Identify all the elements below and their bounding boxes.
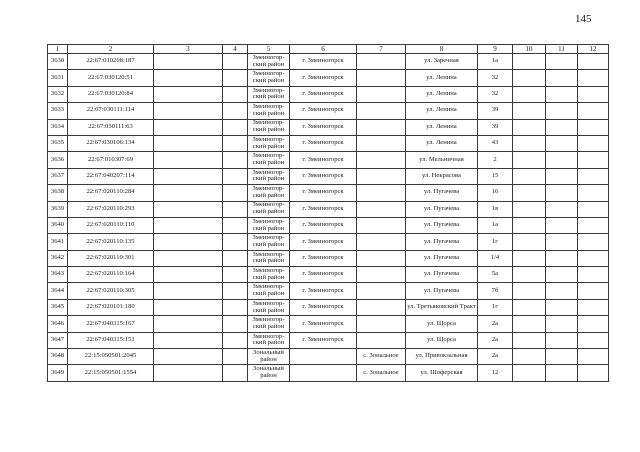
column-4-cell bbox=[223, 267, 248, 283]
district-cell: Зональный район bbox=[248, 349, 290, 365]
column-10-cell bbox=[513, 119, 546, 135]
village-cell bbox=[357, 332, 406, 348]
column-12-cell bbox=[578, 103, 609, 119]
column-number-row bbox=[48, 45, 609, 54]
city-cell: г. Змеиногорск bbox=[290, 267, 357, 283]
village-cell bbox=[357, 135, 406, 151]
column-4-cell bbox=[223, 86, 248, 102]
street-cell: ул. Привокзальная bbox=[406, 349, 478, 365]
cadastral-number-cell: 22:15:050501:2045 bbox=[68, 349, 154, 365]
city-cell: г. Змеиногорск bbox=[290, 54, 357, 70]
house-number-cell: 43 bbox=[478, 135, 513, 151]
city-cell: г. Змеиногорск bbox=[290, 135, 357, 151]
column-3-cell bbox=[154, 250, 223, 266]
city-cell: г. Змеиногорск bbox=[290, 201, 357, 217]
cadastral-number-cell: 22:67:040315:151 bbox=[68, 332, 154, 348]
column-4-cell bbox=[223, 316, 248, 332]
column-10-cell bbox=[513, 86, 546, 102]
row-number-cell: 3642 bbox=[48, 250, 68, 266]
column-3-cell bbox=[154, 119, 223, 135]
column-header-8: 8 bbox=[406, 45, 478, 54]
street-cell: ул. Некрасова bbox=[406, 168, 478, 184]
column-12-cell bbox=[578, 168, 609, 184]
row-number-cell: 3644 bbox=[48, 283, 68, 299]
column-4-cell bbox=[223, 135, 248, 151]
column-11-cell bbox=[546, 54, 578, 70]
village-cell bbox=[357, 299, 406, 315]
village-cell bbox=[357, 316, 406, 332]
row-number-cell: 3631 bbox=[48, 70, 68, 86]
registry-table bbox=[47, 44, 609, 382]
cadastral-number-cell: 22:67:040315:167 bbox=[68, 316, 154, 332]
column-10-cell bbox=[513, 365, 546, 381]
street-cell: ул. Ленина bbox=[406, 86, 478, 102]
column-3-cell bbox=[154, 299, 223, 315]
column-12-cell bbox=[578, 70, 609, 86]
house-number-cell: 39 bbox=[478, 103, 513, 119]
street-cell: ул. Пугачева bbox=[406, 234, 478, 250]
column-10-cell bbox=[513, 103, 546, 119]
cadastral-number-cell: 22:67:020110:135 bbox=[68, 234, 154, 250]
house-number-cell: 1/4 bbox=[478, 250, 513, 266]
column-10-cell bbox=[513, 299, 546, 315]
house-number-cell: 1в bbox=[478, 201, 513, 217]
house-number-cell: 2 bbox=[478, 152, 513, 168]
column-header-6: 6 bbox=[290, 45, 357, 54]
column-11-cell bbox=[546, 185, 578, 201]
street-cell: ул. Пугачева bbox=[406, 283, 478, 299]
column-header-5: 5 bbox=[248, 45, 290, 54]
column-11-cell bbox=[546, 349, 578, 365]
column-11-cell bbox=[546, 103, 578, 119]
table-row bbox=[48, 332, 609, 348]
city-cell: г. Змеиногорск bbox=[290, 299, 357, 315]
cadastral-number-cell: 22:67:020110:110 bbox=[68, 217, 154, 233]
column-12-cell bbox=[578, 185, 609, 201]
table-row bbox=[48, 119, 609, 135]
column-header-9: 9 bbox=[478, 45, 513, 54]
table-row bbox=[48, 365, 609, 381]
cadastral-number-cell: 22:67:020110:301 bbox=[68, 250, 154, 266]
column-4-cell bbox=[223, 103, 248, 119]
street-cell: ул. Пугачева bbox=[406, 267, 478, 283]
row-number-cell: 3649 bbox=[48, 365, 68, 381]
house-number-cell: 1г bbox=[478, 299, 513, 315]
district-cell: Змеиногор-ский район bbox=[248, 217, 290, 233]
column-4-cell bbox=[223, 299, 248, 315]
district-cell: Змеиногор-ский район bbox=[248, 250, 290, 266]
district-cell: Змеиногор-ский район bbox=[248, 185, 290, 201]
column-11-cell bbox=[546, 86, 578, 102]
district-cell: Змеиногор-ский район bbox=[248, 86, 290, 102]
column-12-cell bbox=[578, 201, 609, 217]
table-row bbox=[48, 135, 609, 151]
row-number-cell: 3641 bbox=[48, 234, 68, 250]
village-cell bbox=[357, 267, 406, 283]
city-cell: г. Змеиногорск bbox=[290, 234, 357, 250]
column-10-cell bbox=[513, 152, 546, 168]
column-header-12: 12 bbox=[578, 45, 609, 54]
table-row bbox=[48, 234, 609, 250]
column-4-cell bbox=[223, 365, 248, 381]
row-number-cell: 3637 bbox=[48, 168, 68, 184]
column-3-cell bbox=[154, 135, 223, 151]
column-11-cell bbox=[546, 299, 578, 315]
house-number-cell: 5а bbox=[478, 267, 513, 283]
table-row bbox=[48, 349, 609, 365]
column-11-cell bbox=[546, 283, 578, 299]
column-12-cell bbox=[578, 119, 609, 135]
column-12-cell bbox=[578, 267, 609, 283]
column-12-cell bbox=[578, 217, 609, 233]
street-cell: ул. Пугачева bbox=[406, 217, 478, 233]
row-number-cell: 3634 bbox=[48, 119, 68, 135]
column-11-cell bbox=[546, 267, 578, 283]
city-cell: г. Змеиногорск bbox=[290, 168, 357, 184]
cadastral-number-cell: 22:15:050501:1554 bbox=[68, 365, 154, 381]
column-11-cell bbox=[546, 201, 578, 217]
column-header-2: 2 bbox=[68, 45, 154, 54]
city-cell: г. Змеиногорск bbox=[290, 217, 357, 233]
column-12-cell bbox=[578, 349, 609, 365]
table-row bbox=[48, 70, 609, 86]
page-number: 145 bbox=[575, 13, 592, 25]
table-row bbox=[48, 250, 609, 266]
street-cell: ул. Щорса bbox=[406, 332, 478, 348]
house-number-cell: 16 bbox=[478, 185, 513, 201]
street-cell: ул. Шоферская bbox=[406, 365, 478, 381]
column-3-cell bbox=[154, 267, 223, 283]
village-cell bbox=[357, 86, 406, 102]
row-number-cell: 3639 bbox=[48, 201, 68, 217]
column-10-cell bbox=[513, 316, 546, 332]
house-number-cell: 7б bbox=[478, 283, 513, 299]
column-3-cell bbox=[154, 152, 223, 168]
column-4-cell bbox=[223, 201, 248, 217]
column-3-cell bbox=[154, 54, 223, 70]
column-3-cell bbox=[154, 168, 223, 184]
column-header-11: 11 bbox=[546, 45, 578, 54]
district-cell: Змеиногор-ский район bbox=[248, 103, 290, 119]
column-3-cell bbox=[154, 365, 223, 381]
row-number-cell: 3647 bbox=[48, 332, 68, 348]
column-11-cell bbox=[546, 217, 578, 233]
column-header-10: 10 bbox=[513, 45, 546, 54]
cadastral-number-cell: 22:67:020101:180 bbox=[68, 299, 154, 315]
column-10-cell bbox=[513, 349, 546, 365]
district-cell: Змеиногор-ский район bbox=[248, 332, 290, 348]
house-number-cell: 12 bbox=[478, 365, 513, 381]
column-4-cell bbox=[223, 250, 248, 266]
village-cell bbox=[357, 103, 406, 119]
column-4-cell bbox=[223, 168, 248, 184]
village-cell bbox=[357, 234, 406, 250]
column-header-1: 1 bbox=[48, 45, 68, 54]
table-row bbox=[48, 168, 609, 184]
column-4-cell bbox=[223, 119, 248, 135]
column-11-cell bbox=[546, 119, 578, 135]
table-row bbox=[48, 201, 609, 217]
column-header-3: 3 bbox=[154, 45, 223, 54]
column-10-cell bbox=[513, 185, 546, 201]
district-cell: Змеиногор-ский район bbox=[248, 152, 290, 168]
column-header-4: 4 bbox=[223, 45, 248, 54]
cadastral-number-cell: 22:67:010208:187 bbox=[68, 54, 154, 70]
city-cell: г. Змеиногорск bbox=[290, 152, 357, 168]
row-number-cell: 3636 bbox=[48, 152, 68, 168]
column-10-cell bbox=[513, 267, 546, 283]
column-11-cell bbox=[546, 168, 578, 184]
column-4-cell bbox=[223, 234, 248, 250]
column-3-cell bbox=[154, 217, 223, 233]
column-4-cell bbox=[223, 332, 248, 348]
row-number-cell: 3645 bbox=[48, 299, 68, 315]
village-cell bbox=[357, 54, 406, 70]
house-number-cell: 1г bbox=[478, 234, 513, 250]
column-3-cell bbox=[154, 234, 223, 250]
district-cell: Змеиногор-ский район bbox=[248, 299, 290, 315]
village-cell: с. Зональное bbox=[357, 349, 406, 365]
house-number-cell: 15 bbox=[478, 168, 513, 184]
house-number-cell: 1а bbox=[478, 54, 513, 70]
column-12-cell bbox=[578, 54, 609, 70]
column-3-cell bbox=[154, 201, 223, 217]
street-cell: ул. Щорса bbox=[406, 316, 478, 332]
village-cell bbox=[357, 185, 406, 201]
column-4-cell bbox=[223, 283, 248, 299]
city-cell: г. Змеиногорск bbox=[290, 119, 357, 135]
village-cell bbox=[357, 283, 406, 299]
column-10-cell bbox=[513, 70, 546, 86]
column-4-cell bbox=[223, 54, 248, 70]
row-number-cell: 3648 bbox=[48, 349, 68, 365]
district-cell: Змеиногор-ский район bbox=[248, 267, 290, 283]
city-cell: г. Змеиногорск bbox=[290, 316, 357, 332]
column-10-cell bbox=[513, 201, 546, 217]
cadastral-number-cell: 22:67:020110:305 bbox=[68, 283, 154, 299]
house-number-cell: 2а bbox=[478, 349, 513, 365]
row-number-cell: 3635 bbox=[48, 135, 68, 151]
row-number-cell: 3640 bbox=[48, 217, 68, 233]
street-cell: ул. Заречная bbox=[406, 54, 478, 70]
column-12-cell bbox=[578, 283, 609, 299]
column-4-cell bbox=[223, 349, 248, 365]
table-row bbox=[48, 152, 609, 168]
street-cell: ул. Мельничная bbox=[406, 152, 478, 168]
column-12-cell bbox=[578, 135, 609, 151]
column-11-cell bbox=[546, 250, 578, 266]
column-10-cell bbox=[513, 217, 546, 233]
city-cell: г. Змеиногорск bbox=[290, 250, 357, 266]
street-cell: ул. Ленина bbox=[406, 119, 478, 135]
row-number-cell: 3630 bbox=[48, 54, 68, 70]
village-cell bbox=[357, 70, 406, 86]
district-cell: Змеиногор-ский район bbox=[248, 234, 290, 250]
column-10-cell bbox=[513, 283, 546, 299]
district-cell: Змеиногор-ский район bbox=[248, 201, 290, 217]
column-11-cell bbox=[546, 316, 578, 332]
house-number-cell: 1а bbox=[478, 217, 513, 233]
column-10-cell bbox=[513, 54, 546, 70]
column-3-cell bbox=[154, 86, 223, 102]
row-number-cell: 3638 bbox=[48, 185, 68, 201]
table-row bbox=[48, 299, 609, 315]
house-number-cell: 39 bbox=[478, 119, 513, 135]
village-cell bbox=[357, 217, 406, 233]
cadastral-number-cell: 22:67:040207:114 bbox=[68, 168, 154, 184]
column-12-cell bbox=[578, 365, 609, 381]
column-4-cell bbox=[223, 185, 248, 201]
street-cell: ул. Ленина bbox=[406, 70, 478, 86]
house-number-cell: 2а bbox=[478, 332, 513, 348]
district-cell: Змеиногор-ский район bbox=[248, 54, 290, 70]
village-cell bbox=[357, 201, 406, 217]
column-4-cell bbox=[223, 70, 248, 86]
column-3-cell bbox=[154, 316, 223, 332]
street-cell: ул. Ленина bbox=[406, 135, 478, 151]
column-3-cell bbox=[154, 185, 223, 201]
cadastral-number-cell: 22:67:030120:51 bbox=[68, 70, 154, 86]
column-11-cell bbox=[546, 70, 578, 86]
cadastral-number-cell: 22:67:020110:284 bbox=[68, 185, 154, 201]
column-11-cell bbox=[546, 365, 578, 381]
district-cell: Змеиногор-ский район bbox=[248, 316, 290, 332]
column-header-7: 7 bbox=[357, 45, 406, 54]
cadastral-number-cell: 22:67:030106:134 bbox=[68, 135, 154, 151]
city-cell: г. Змеиногорск bbox=[290, 185, 357, 201]
cadastral-number-cell: 22:67:030111:63 bbox=[68, 119, 154, 135]
street-cell: ул. Третьяковский Тракт bbox=[406, 299, 478, 315]
row-number-cell: 3633 bbox=[48, 103, 68, 119]
cadastral-number-cell: 22:67:030120:84 bbox=[68, 86, 154, 102]
table-row bbox=[48, 316, 609, 332]
column-11-cell bbox=[546, 135, 578, 151]
village-cell bbox=[357, 152, 406, 168]
column-3-cell bbox=[154, 103, 223, 119]
city-cell bbox=[290, 365, 357, 381]
city-cell: г. Змеиногорск bbox=[290, 86, 357, 102]
house-number-cell: 2а bbox=[478, 316, 513, 332]
district-cell: Змеиногор-ский район bbox=[248, 70, 290, 86]
column-3-cell bbox=[154, 70, 223, 86]
column-3-cell bbox=[154, 332, 223, 348]
column-3-cell bbox=[154, 349, 223, 365]
column-10-cell bbox=[513, 332, 546, 348]
table-row bbox=[48, 54, 609, 70]
district-cell: Змеиногор-ский район bbox=[248, 119, 290, 135]
column-12-cell bbox=[578, 250, 609, 266]
column-4-cell bbox=[223, 152, 248, 168]
cadastral-number-cell: 22:67:020110:164 bbox=[68, 267, 154, 283]
table-row bbox=[48, 103, 609, 119]
column-12-cell bbox=[578, 316, 609, 332]
city-cell: г. Змеиногорск bbox=[290, 283, 357, 299]
table-row bbox=[48, 267, 609, 283]
column-11-cell bbox=[546, 152, 578, 168]
table-body bbox=[48, 54, 609, 382]
village-cell bbox=[357, 168, 406, 184]
column-10-cell bbox=[513, 168, 546, 184]
column-11-cell bbox=[546, 332, 578, 348]
district-cell: Змеиногор-ский район bbox=[248, 168, 290, 184]
street-cell: ул. Пугачева bbox=[406, 250, 478, 266]
village-cell: с. Зональное bbox=[357, 365, 406, 381]
cadastral-number-cell: 22:67:010307:69 bbox=[68, 152, 154, 168]
cadastral-number-cell: 22:67:030111:114 bbox=[68, 103, 154, 119]
table-row bbox=[48, 185, 609, 201]
district-cell: Змеиногор-ский район bbox=[248, 135, 290, 151]
village-cell bbox=[357, 119, 406, 135]
house-number-cell: 32 bbox=[478, 70, 513, 86]
village-cell bbox=[357, 250, 406, 266]
city-cell bbox=[290, 349, 357, 365]
column-10-cell bbox=[513, 250, 546, 266]
house-number-cell: 32 bbox=[478, 86, 513, 102]
column-12-cell bbox=[578, 332, 609, 348]
district-cell: Змеиногор-ский район bbox=[248, 283, 290, 299]
column-12-cell bbox=[578, 299, 609, 315]
street-cell: ул. Ленина bbox=[406, 103, 478, 119]
table-row bbox=[48, 283, 609, 299]
row-number-cell: 3632 bbox=[48, 86, 68, 102]
cadastral-number-cell: 22:67:020110:293 bbox=[68, 201, 154, 217]
city-cell: г. Змеиногорск bbox=[290, 103, 357, 119]
column-4-cell bbox=[223, 217, 248, 233]
city-cell: г. Змеиногорск bbox=[290, 332, 357, 348]
city-cell: г. Змеиногорск bbox=[290, 70, 357, 86]
column-12-cell bbox=[578, 152, 609, 168]
column-11-cell bbox=[546, 234, 578, 250]
column-12-cell bbox=[578, 86, 609, 102]
row-number-cell: 3643 bbox=[48, 267, 68, 283]
column-10-cell bbox=[513, 234, 546, 250]
column-10-cell bbox=[513, 135, 546, 151]
district-cell: Зональный район bbox=[248, 365, 290, 381]
street-cell: ул. Пугачева bbox=[406, 185, 478, 201]
row-number-cell: 3646 bbox=[48, 316, 68, 332]
street-cell: ул. Пугачева bbox=[406, 201, 478, 217]
table-row bbox=[48, 86, 609, 102]
column-12-cell bbox=[578, 234, 609, 250]
table-row bbox=[48, 217, 609, 233]
column-3-cell bbox=[154, 283, 223, 299]
